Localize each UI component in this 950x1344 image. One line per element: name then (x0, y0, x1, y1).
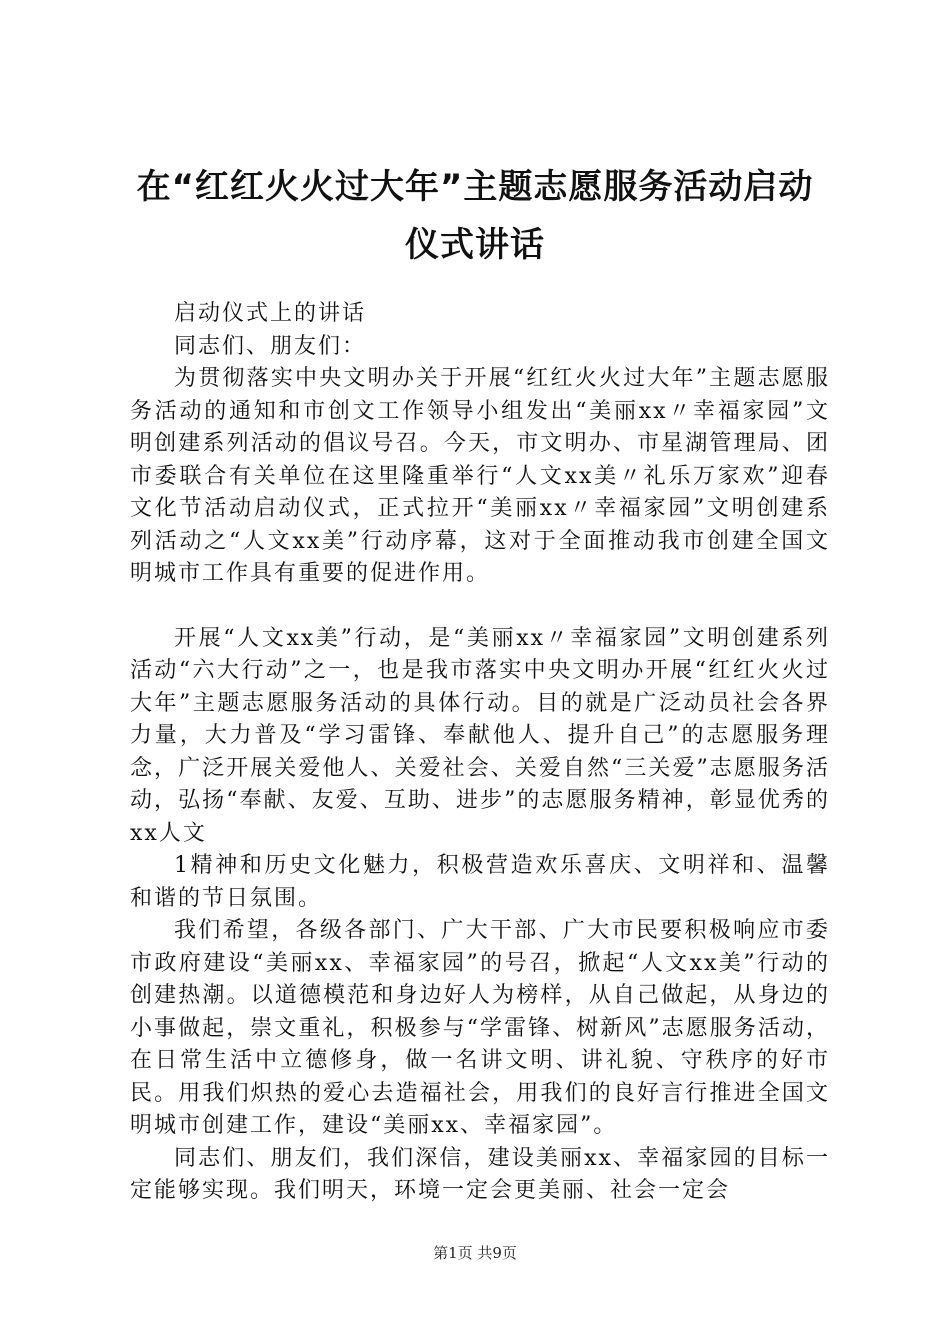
paragraph-subtitle: 启动仪式上的讲话 (174, 301, 367, 326)
paragraph-body: 为贯彻落实中央文明办关于开展“红红火火过大年”主题志愿服务活动的通知和市创文工作领导小组发出“美丽xx〃幸福家园”文明创建系列活动的倡议号召。今天，市文明办、市星湖管理局、团市委联合有关单位在这里隆重举行“人文xx美〃礼乐万家欢”迎春文化节活动启动仪式，正式拉开“美丽xx〃幸福家园”文明创建系列活动之“人文xx美”行动序幕，这对于全面推动我市创建全国文明城市工作具有重要的促进作用。 (130, 366, 830, 586)
paragraph-body: 我们希望，各级各部门、广大干部、广大市民要积极响应市委市政府建设“美丽xx、幸福家园”的号召，掀起“人文xx美”行动的创建热潮。以道德模范和身边好人为榜样，从自己做起，从身边的小事做起，崇文重礼，积极参与“学雷锋、树新风”志愿服务活动，在日常生活中立德修身，做一名讲文明、讲礼貌、守秩序的好市民。用我们炽热的爱心去造福社会，用我们的良好言行推进全国文明城市创建工作，建设“美丽xx、幸福家园”。 (130, 918, 830, 1138)
document-body (130, 298, 830, 1208)
paragraph-body: 1精神和历史文化魅力，积极营造欢乐喜庆、文明祥和、温馨和谐的节日氛围。 (130, 853, 830, 911)
page-number-footer: 第1页 共9页 (433, 1244, 517, 1262)
paragraph-body: 同志们、朋友们，我们深信，建设美丽xx、幸福家园的目标一定能够实现。我们明天，环境一定会更美丽、社会一定会 (130, 1145, 830, 1203)
paragraph-salutation: 同志们、朋友们： (174, 333, 367, 359)
document-title: 在“红红火火过大年”主题志愿服务活动启动仪式讲话 (136, 167, 814, 265)
paragraph-body: 开展“人文xx美”行动，是“美丽xx〃幸福家园”文明创建系列活动“六大行动”之一，也是我市落实中央文明办开展“红红火火过大年”主题志愿服务活动的具体行动。目的就是广泛动员社会各界力量，大力普及“学习雷锋、奉献他人、提升自己”的志愿服务理念，广泛开展关爱他人、关爱社会、关爱自然“三关爱”志愿服务活动，弘扬“奉献、友爱、互助、进步”的志愿服务精神，彰显优秀的xx人文 (130, 625, 830, 846)
